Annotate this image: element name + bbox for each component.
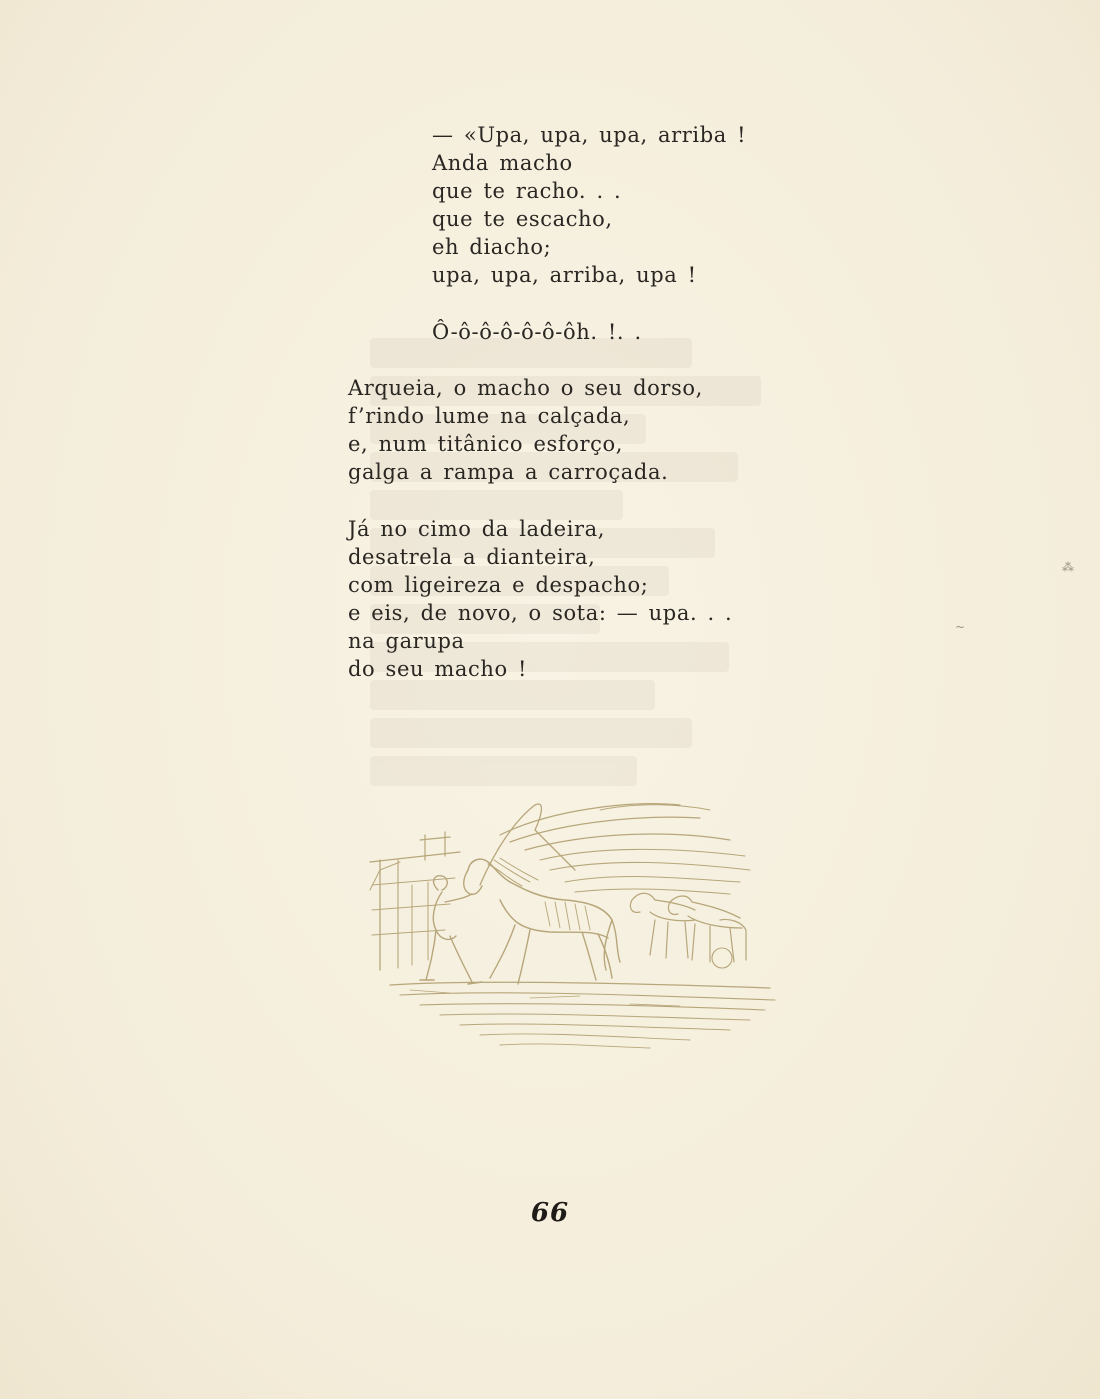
poem-stanza-1	[432, 121, 746, 289]
poem-line: — «Upa, upa, upa, arriba !	[432, 123, 747, 147]
poem-line: que te escacho,	[432, 207, 613, 231]
poem-stanza-4	[348, 515, 732, 683]
poem-line: Ô-ô-ô-ô-ô-ô-ôh. !. .	[432, 320, 642, 344]
paper-speck: ~	[955, 620, 966, 634]
poem-line: e, num titânico esforço,	[348, 432, 623, 456]
poem-line: que te racho. . .	[432, 179, 622, 203]
poem-line: na garupa	[348, 629, 465, 653]
paper-speck: ⁂	[1062, 560, 1074, 574]
poem-line: Já no cimo da ladeira,	[348, 517, 606, 541]
poem-line: f’rindo lume na calçada,	[348, 404, 631, 428]
poem-line: desatrela a dianteira,	[348, 545, 596, 569]
poem-line: upa, upa, arriba, upa !	[432, 263, 697, 287]
page-number: 66	[530, 1198, 570, 1228]
poem-stanza-3	[348, 374, 703, 486]
poem-line: galga a rampa a carroçada.	[348, 460, 669, 484]
poem-line: Arqueia, o macho o seu dorso,	[348, 376, 703, 400]
poem-line: com ligeireza e despacho;	[348, 573, 649, 597]
poem-stanza-2	[432, 318, 642, 346]
poem-line: Anda macho	[432, 151, 573, 175]
poem-line: e eis, de novo, o sota: — upa. . .	[348, 601, 733, 625]
poem-line: eh diacho;	[432, 235, 552, 259]
poem-line: do seu macho !	[348, 657, 528, 681]
horse-cart-illustration	[350, 790, 790, 1070]
